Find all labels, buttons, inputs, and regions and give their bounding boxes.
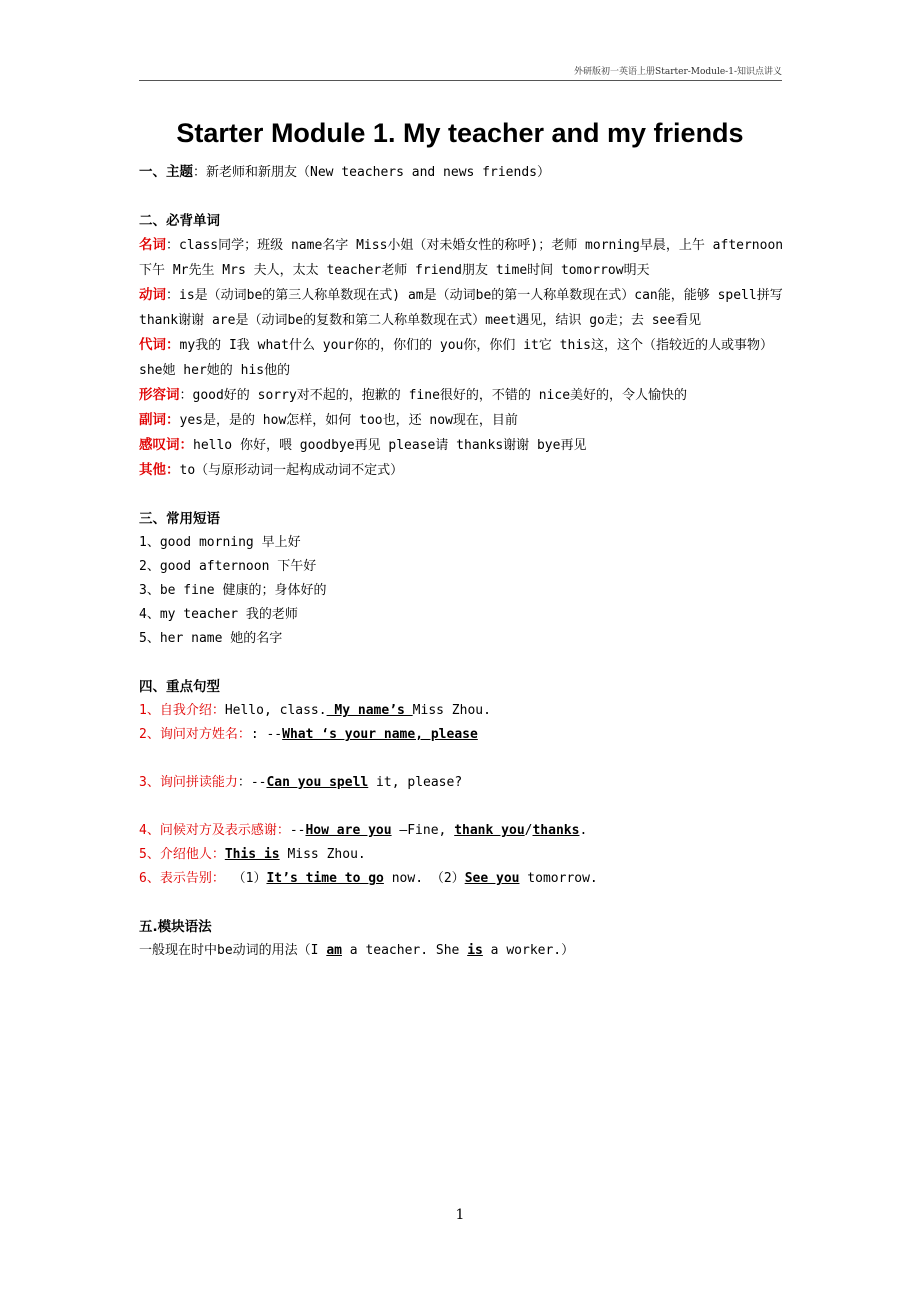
grammar-post: a worker.） (482, 943, 575, 958)
verb-text: ：is是（动词be的第三人称单数现在式) am是（动词be的第一人称单数现在式）can能，能够 spell拼写 thank谢谢 are是（动词be的复数和第二人称单数现在式）meet遇见，结识 go走；去 see看见 (139, 288, 783, 328)
sentence-3 (139, 771, 785, 795)
grammar-line (139, 939, 785, 963)
phrases-heading: 三、常用短语 (139, 511, 220, 527)
sentence-6-pre: （1） (224, 871, 267, 886)
vocab-adjective (139, 383, 785, 408)
sentence-4-slash: / (524, 823, 533, 838)
sentence-3-pre: ：-- (237, 775, 267, 790)
theme-line (139, 160, 785, 185)
theme-label: 一、主题 (139, 164, 193, 180)
adjective-label: 形容词 (139, 387, 180, 403)
page-header: 外研版初一英语上册Starter-Module-1-知识点讲义 (139, 64, 782, 81)
sentence-4 (139, 819, 785, 843)
document-body (139, 160, 785, 963)
sentence-6-key-2: See you (464, 871, 520, 886)
vocab-noun (139, 233, 785, 283)
adverb-text: yes是，是的 how怎样，如何 too也，还 now现在，目前 (179, 413, 518, 428)
sentence-4-post: . (579, 823, 588, 838)
phrase-item: 2、good afternoon 下午好 (139, 559, 317, 574)
page-title: Starter Module 1. My teacher and my friends (176, 118, 744, 148)
vocab-heading: 二、必背单词 (139, 213, 220, 229)
sentence-3-post: it, please? (368, 775, 463, 790)
phrase-item: 1、good morning 早上好 (139, 535, 301, 550)
phrase-item: 3、be fine 健康的；身体好的 (139, 583, 327, 598)
vocab-pronoun (139, 333, 785, 383)
sentence-1-post: Miss Zhou. (412, 703, 491, 718)
vocab-adverb (139, 408, 785, 433)
sentence-2 (139, 723, 785, 747)
vocab-other (139, 458, 785, 483)
sentence-1-label: 1、自我介绍： (139, 703, 225, 718)
sentence-1-pre: Hello, class. (224, 703, 327, 718)
phrase-item: 4、my teacher 我的老师 (139, 607, 298, 622)
sentence-5-key: This is (224, 847, 280, 862)
sentence-6-mid: now. （2） (383, 871, 465, 886)
sentence-4-pre: -- (289, 823, 306, 838)
sentence-4-key-1: How are you (305, 823, 392, 838)
pronoun-text: my我的 I我 what什么 your你的，你们的 you你，你们 it它 this这，这个（指较近的人或事物） she她 her她的 his他的 (139, 338, 773, 378)
other-label: 其他： (139, 462, 180, 478)
grammar-mid: a teacher. She (341, 943, 468, 958)
sentence-2-key: What ‘s your name, please (282, 727, 478, 742)
sentence-6-post: tomorrow. (519, 871, 598, 886)
grammar-key-2: is (467, 943, 483, 958)
grammar-heading: 五.模块语法 (139, 919, 212, 935)
theme-text: ：新老师和新朋友（New teachers and news friends） (193, 165, 550, 180)
sentence-4-key-2: thank you (454, 823, 525, 838)
noun-label: 名词 (139, 237, 166, 253)
adverb-label: 副词： (139, 412, 180, 428)
sentence-1 (139, 699, 785, 723)
adjective-text: ：good好的 sorry对不起的，抱歉的 fine很好的，不错的 nice美好的，令人愉快的 (179, 388, 688, 403)
sentence-6 (139, 867, 785, 891)
sentence-4-key-3: thanks (532, 823, 580, 838)
verb-label: 动词 (139, 287, 166, 303)
sentences-heading: 四、重点句型 (139, 679, 220, 695)
vocab-interjection (139, 433, 785, 458)
sentence-5 (139, 843, 785, 867)
phrase-item: 5、her name 她的名字 (139, 631, 283, 646)
sentence-6-key-1: It’s time to go (266, 871, 384, 886)
grammar-pre: 一般现在时中be动词的用法（I (139, 943, 327, 958)
pronoun-label: 代词： (139, 337, 180, 353)
interjection-label: 感叹词： (139, 437, 193, 453)
other-text: to（与原形动词一起构成动词不定式） (179, 463, 404, 478)
sentence-4-mid: –Fine, (391, 823, 455, 838)
sentence-3-label: 3、询问拼读能力 (139, 775, 238, 790)
sentence-3-key: Can you spell (266, 775, 369, 790)
sentence-1-key: My name’s (326, 703, 413, 718)
grammar-key-1: am (326, 943, 342, 958)
noun-text: ：class同学；班级 name名字 Miss小姐（对未婚女性的称呼)；老师 morning早晨，上午 afternoon下午 Mr先生 Mrs 夫人，太太 teacher老师 friend朋友 time时间 tomorrow明天 (139, 238, 784, 278)
page-number: 1 (455, 1207, 465, 1223)
sentence-2-pre: : -- (250, 727, 283, 742)
sentence-6-label: 6、表示告别： (139, 871, 225, 886)
sentence-2-label: 2、询问对方姓名： (139, 727, 251, 742)
sentence-5-label: 5、介绍他人： (139, 847, 225, 862)
vocab-verb (139, 283, 785, 333)
interjection-text: hello 你好，喂 goodbye再见 please请 thanks谢谢 bye再见 (193, 438, 587, 453)
sentence-4-label: 4、问候对方及表示感谢： (139, 823, 290, 838)
sentence-5-post: Miss Zhou. (279, 847, 366, 862)
